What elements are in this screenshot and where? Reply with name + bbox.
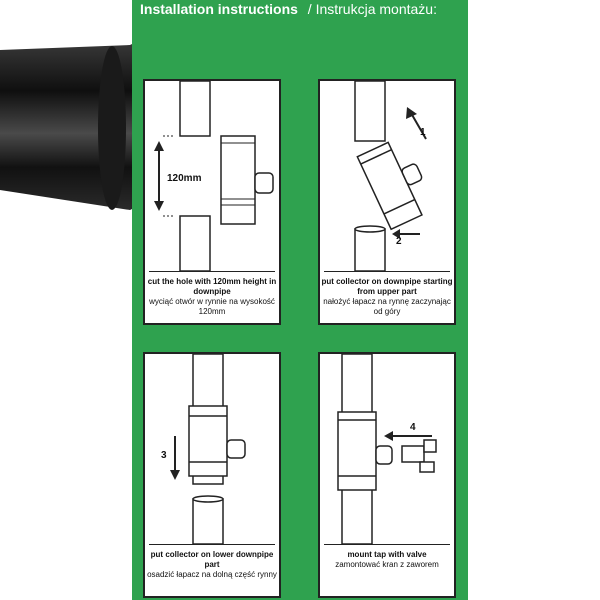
step-3-caption (145, 546, 279, 596)
step-1-caption-pl: wyciąć otwór w rynnie na wysokość 120mm (149, 297, 275, 316)
measure-label-120mm: 120mm (167, 173, 202, 184)
arrow-label-3: 3 (161, 450, 167, 461)
step-1-panel (143, 79, 281, 325)
title-english: Installation instructions (140, 1, 298, 17)
caption-divider (324, 544, 450, 545)
step-4-panel (318, 352, 456, 598)
caption-divider (324, 271, 450, 272)
step-4-illustration (320, 354, 454, 544)
step-2-caption-pl: nałożyć łapacz na rynnę zaczynając od góry (323, 297, 451, 316)
caption-divider (149, 271, 275, 272)
step-4-caption (320, 546, 454, 596)
step-3-caption-en: put collector on lower downpipe part (150, 550, 274, 569)
arrow-label-4: 4 (410, 422, 416, 433)
step-2-illustration (320, 81, 454, 271)
title-polish: / Instrukcja montażu: (307, 1, 437, 17)
step-3-panel (143, 352, 281, 598)
arrow-label-2: 2 (396, 236, 402, 247)
step-1-caption-en: cut the hole with 120mm height in downpipe (147, 277, 277, 296)
step-2-caption (320, 273, 454, 323)
step-4-caption-en: mount tap with valve (347, 550, 427, 559)
step-1-illustration (145, 81, 279, 271)
instructions-header (140, 0, 470, 20)
step-2-caption-en: put collector on downpipe starting from upper part (321, 277, 453, 296)
caption-divider (149, 544, 275, 545)
step-4-caption-pl: zamontować kran z zaworem (335, 560, 439, 569)
downpipe-photo (0, 0, 140, 240)
step-3-caption-pl: osadzić łapacz na dolną część rynny (147, 570, 277, 579)
step-1-caption (145, 273, 279, 323)
arrow-label-1: 1 (420, 127, 426, 138)
step-2-panel (318, 79, 456, 325)
step-3-illustration (145, 354, 279, 544)
